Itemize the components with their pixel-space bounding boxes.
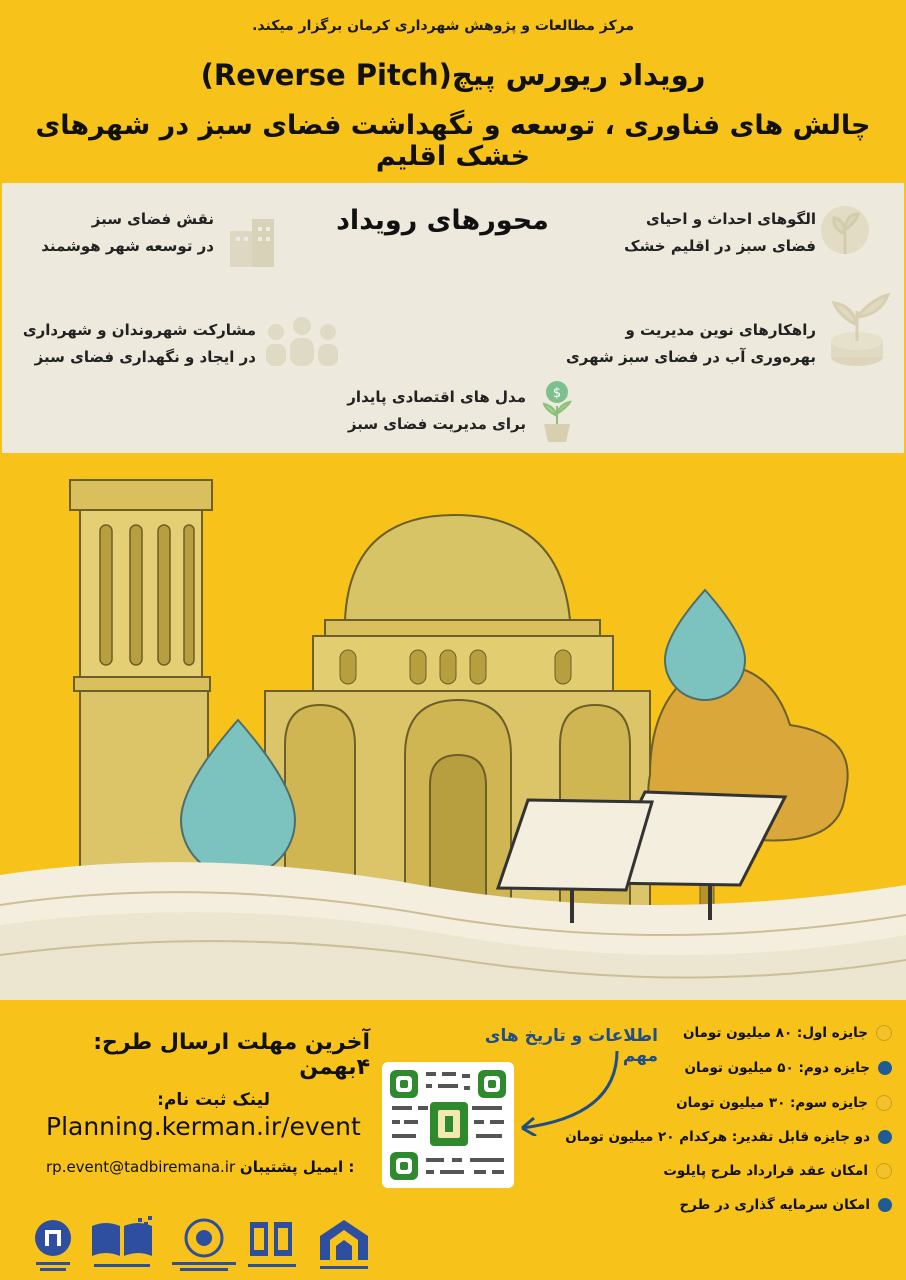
axes-heading: محورهای رویداد: [336, 205, 549, 236]
prize-text: جایزه سوم: ۳۰ میلیون تومان: [676, 1095, 868, 1111]
axis-item-water-management: [526, 317, 816, 371]
axis-item-line: فضای سبز در اقلیم خشک: [624, 237, 816, 255]
support-email-label: ایمیل پشتیبان :: [239, 1158, 355, 1176]
kerman-municipality-logo: [28, 1216, 78, 1274]
bullet-dot: [876, 1095, 892, 1111]
axis-item-line: مدل های اقتصادی پایدار: [347, 388, 526, 406]
axis-item-smart-city: [38, 206, 214, 260]
event-subtitle: چالش های فناوری ، توسعه و نگهداشت فضای سبز در شهرهای خشک اقلیم: [35, 110, 871, 172]
money-plant-icon: [536, 378, 578, 444]
prize-item: [565, 1122, 892, 1152]
prize-text: امکان سرمایه گذاری در طرح: [679, 1197, 870, 1213]
prize-item: [592, 1088, 892, 1118]
bullet-dot: [878, 1130, 892, 1144]
axis-item-line: بهره‌وری آب در فضای سبز شهری: [565, 348, 816, 366]
people-group-icon: [262, 314, 342, 368]
registration-link[interactable]: Planning.kerman.ir/event: [46, 1112, 361, 1141]
university-logo: [244, 1216, 300, 1274]
axis-item-line: در ایجاد و نگهداری فضای سبز: [34, 348, 256, 366]
bullet-dot: [876, 1163, 892, 1179]
registration-label: لینک ثبت نام:: [157, 1090, 270, 1110]
chamber-of-commerce-logo: [168, 1216, 240, 1274]
axis-item-line: مشارکت شهروندان و شهرداری: [22, 321, 256, 339]
bullet-dot: [878, 1061, 892, 1075]
prize-text: دو جایزه قابل تقدیر: هرکدام ۲۰ میلیون تومان: [565, 1129, 870, 1145]
axis-item-line: الگوهای احداث و احیای: [646, 210, 816, 228]
prize-item: [592, 1053, 892, 1083]
event-title: رویداد ریورس پیچ(Reverse Pitch): [200, 58, 706, 92]
organizer-line: مرکز مطالعات و پژوهش شهرداری کرمان برگزار میکند.: [252, 18, 634, 34]
qr-code-icon[interactable]: [382, 1062, 514, 1188]
axis-item-line: در توسعه شهر هوشمند: [41, 237, 214, 255]
info-heading: اطلاعات و تاریخ های مهم: [484, 1026, 658, 1066]
prize-text: جایزه اول: ۸۰ میلیون تومان: [682, 1025, 868, 1041]
axis-item-line: برای مدیریت فضای سبز: [347, 415, 526, 433]
svg-text:$: $: [552, 386, 562, 401]
prize-text: جایزه دوم: ۵۰ میلیون تومان: [684, 1060, 870, 1076]
sprout-coins-icon: [822, 285, 892, 369]
deadline-text: آخرین مهلت ارسال طرح: ۴بهمن: [93, 1030, 370, 1080]
bullet-dot: [876, 1025, 892, 1041]
axis-item-economic-models: [310, 384, 526, 438]
city-building-icon: [222, 215, 286, 269]
axis-item-arid-green-space: [586, 206, 816, 260]
prize-item: [592, 1156, 892, 1186]
support-email[interactable]: rp.event@tadbiremana.ir: [46, 1158, 236, 1176]
axis-item-line: نقش فضای سبز: [91, 210, 214, 228]
prize-text: امکان عقد قرارداد طرح پایلوت: [663, 1163, 868, 1179]
arch-logo: [316, 1216, 372, 1274]
axis-item-citizen-participation: [12, 317, 256, 371]
illustration-scene: [0, 455, 906, 1015]
water-drop-right: [665, 590, 745, 700]
axis-item-line: راهکارهای نوین مدیریت و: [625, 321, 816, 339]
support-email-row: [46, 1158, 396, 1176]
sponsor-logos: [0, 1208, 906, 1280]
plant-globe-icon: [820, 202, 870, 264]
prize-item: [592, 1018, 892, 1048]
book-logo: [88, 1216, 158, 1274]
